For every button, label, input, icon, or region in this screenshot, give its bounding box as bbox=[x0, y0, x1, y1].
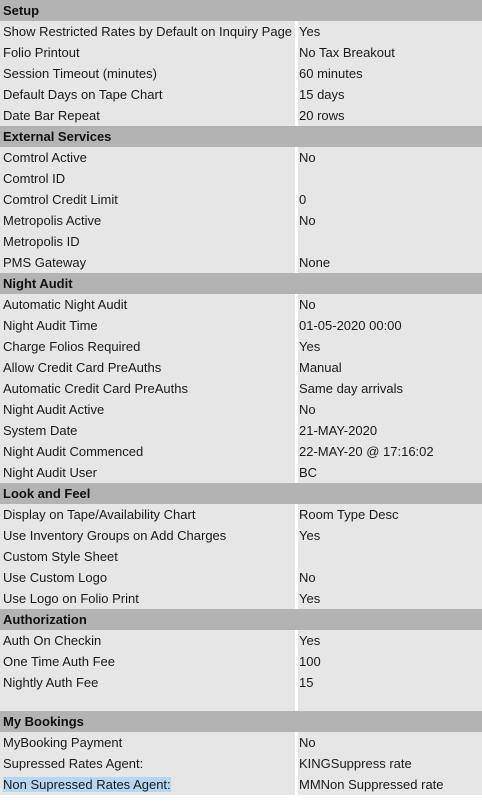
settings-row bbox=[0, 567, 482, 588]
setting-label-text: Supressed Rates Agent: bbox=[3, 756, 144, 771]
setting-value bbox=[298, 546, 482, 567]
setting-label bbox=[0, 462, 295, 483]
settings-row bbox=[0, 774, 482, 795]
settings-row bbox=[0, 630, 482, 651]
settings-row bbox=[0, 651, 482, 672]
settings-row bbox=[0, 105, 482, 126]
setting-label-text: Custom Style Sheet bbox=[3, 549, 118, 564]
section-header-look-and-feel: Look and Feel bbox=[0, 483, 482, 504]
settings-row bbox=[0, 294, 482, 315]
setting-value: 01-05-2020 00:00 bbox=[298, 315, 482, 336]
setting-value: No bbox=[298, 567, 482, 588]
settings-row bbox=[0, 189, 482, 210]
setting-value: KINGSuppress rate bbox=[298, 753, 482, 774]
setting-label bbox=[0, 588, 295, 609]
setting-label bbox=[0, 420, 295, 441]
settings-row bbox=[0, 231, 482, 252]
setting-value: 0 bbox=[298, 189, 482, 210]
settings-row bbox=[0, 672, 482, 693]
setting-label bbox=[0, 672, 295, 693]
spacer-cell bbox=[0, 693, 295, 711]
settings-row bbox=[0, 21, 482, 42]
setting-value: None bbox=[298, 252, 482, 273]
setting-value: 22-MAY-20 @ 17:16:02 bbox=[298, 441, 482, 462]
settings-row bbox=[0, 399, 482, 420]
settings-row bbox=[0, 462, 482, 483]
settings-row bbox=[0, 441, 482, 462]
setting-label-text: Display on Tape/Availability Chart bbox=[3, 507, 196, 522]
settings-row bbox=[0, 420, 482, 441]
setting-label bbox=[0, 567, 295, 588]
settings-row bbox=[0, 315, 482, 336]
setting-value: Yes bbox=[298, 21, 482, 42]
setting-label bbox=[0, 84, 295, 105]
setting-value: No bbox=[298, 399, 482, 420]
setting-label-text: Session Timeout (minutes) bbox=[3, 66, 157, 81]
setting-value: Yes bbox=[298, 630, 482, 651]
setting-label bbox=[0, 732, 295, 753]
setting-label bbox=[0, 753, 295, 774]
setting-label-text: Night Audit Time bbox=[3, 318, 98, 333]
setting-value: Room Type Desc bbox=[298, 504, 482, 525]
setting-label-text: Metropolis ID bbox=[3, 234, 80, 249]
settings-row bbox=[0, 168, 482, 189]
setting-label-text: Night Audit Commenced bbox=[3, 444, 144, 459]
setting-value bbox=[298, 231, 482, 252]
setting-label-text: Auth On Checkin bbox=[3, 633, 102, 648]
settings-row bbox=[0, 42, 482, 63]
setting-label bbox=[0, 315, 295, 336]
setting-value: 20 rows bbox=[298, 105, 482, 126]
settings-row bbox=[0, 147, 482, 168]
section-header-authorization: Authorization bbox=[0, 609, 482, 630]
section-header-setup: Setup bbox=[0, 0, 482, 21]
settings-row bbox=[0, 252, 482, 273]
setting-value: Yes bbox=[298, 336, 482, 357]
setting-label-text: Non Supressed Rates Agent: bbox=[3, 777, 171, 792]
setting-value: 100 bbox=[298, 651, 482, 672]
setting-value: 60 minutes bbox=[298, 63, 482, 84]
setting-label-text: Allow Credit Card PreAuths bbox=[3, 360, 162, 375]
setting-label bbox=[0, 630, 295, 651]
setting-label-text: Night Audit Active bbox=[3, 402, 105, 417]
setting-label bbox=[0, 357, 295, 378]
setting-value: No bbox=[298, 732, 482, 753]
setting-label-text: System Date bbox=[3, 423, 78, 438]
setting-label-text: Metropolis Active bbox=[3, 213, 102, 228]
bottom-padding bbox=[0, 795, 482, 803]
setting-value: 21-MAY-2020 bbox=[298, 420, 482, 441]
setting-value: Same day arrivals bbox=[298, 378, 482, 399]
setting-label bbox=[0, 336, 295, 357]
setting-label-text: Date Bar Repeat bbox=[3, 108, 100, 123]
setting-label-text: Night Audit User bbox=[3, 465, 97, 480]
setting-value: No bbox=[298, 294, 482, 315]
settings-row bbox=[0, 357, 482, 378]
setting-value: MMNon Suppressed rate bbox=[298, 774, 482, 795]
spacer-row bbox=[0, 693, 482, 711]
setting-label bbox=[0, 774, 295, 795]
settings-row bbox=[0, 504, 482, 525]
setting-label bbox=[0, 231, 295, 252]
setting-label bbox=[0, 441, 295, 462]
setting-label-text: Automatic Credit Card PreAuths bbox=[3, 381, 188, 396]
setting-label-text: Automatic Night Audit bbox=[3, 297, 128, 312]
settings-row bbox=[0, 525, 482, 546]
setting-label-text: Comtrol Active bbox=[3, 150, 87, 165]
setting-label bbox=[0, 42, 295, 63]
setting-label bbox=[0, 252, 295, 273]
setting-value: Manual bbox=[298, 357, 482, 378]
setting-label-text: Charge Folios Required bbox=[3, 339, 141, 354]
setting-label-text: Use Inventory Groups on Add Charges bbox=[3, 528, 227, 543]
setting-label bbox=[0, 546, 295, 567]
setting-label-text: Folio Printout bbox=[3, 45, 80, 60]
setting-label-text: Comtrol ID bbox=[3, 171, 66, 186]
settings-row bbox=[0, 210, 482, 231]
setting-label bbox=[0, 105, 295, 126]
setting-label bbox=[0, 63, 295, 84]
setting-value: 15 bbox=[298, 672, 482, 693]
setting-value: Yes bbox=[298, 525, 482, 546]
settings-row bbox=[0, 546, 482, 567]
setting-label bbox=[0, 168, 295, 189]
setting-value: No bbox=[298, 210, 482, 231]
section-header-night-audit: Night Audit bbox=[0, 273, 482, 294]
setting-label-text: Use Logo on Folio Print bbox=[3, 591, 139, 606]
setting-value: No bbox=[298, 147, 482, 168]
setting-label bbox=[0, 399, 295, 420]
setting-label-text: Default Days on Tape Chart bbox=[3, 87, 163, 102]
setting-label bbox=[0, 651, 295, 672]
setting-label bbox=[0, 504, 295, 525]
settings-row bbox=[0, 63, 482, 84]
setting-value: Yes bbox=[298, 588, 482, 609]
setting-label bbox=[0, 210, 295, 231]
setting-value bbox=[298, 168, 482, 189]
setting-label bbox=[0, 21, 295, 42]
section-header-my-bookings: My Bookings bbox=[0, 711, 482, 732]
setting-label bbox=[0, 525, 295, 546]
settings-row bbox=[0, 336, 482, 357]
setting-label bbox=[0, 378, 295, 399]
settings-row bbox=[0, 732, 482, 753]
setting-label-text: Show Restricted Rates by Default on Inquiry Page bbox=[3, 24, 293, 39]
setting-label bbox=[0, 294, 295, 315]
setting-label-text: PMS Gateway bbox=[3, 255, 87, 270]
settings-row bbox=[0, 588, 482, 609]
spacer-cell bbox=[298, 693, 482, 711]
settings-row bbox=[0, 378, 482, 399]
setting-value: No Tax Breakout bbox=[298, 42, 482, 63]
setting-value: 15 days bbox=[298, 84, 482, 105]
section-header-external-services: External Services bbox=[0, 126, 482, 147]
setting-label-text: One Time Auth Fee bbox=[3, 654, 116, 669]
setting-label bbox=[0, 147, 295, 168]
setting-label bbox=[0, 189, 295, 210]
setting-label-text: MyBooking Payment bbox=[3, 735, 123, 750]
setting-label-text: Comtrol Credit Limit bbox=[3, 192, 118, 207]
setting-label-text: Nightly Auth Fee bbox=[3, 675, 99, 690]
setting-label-text: Use Custom Logo bbox=[3, 570, 108, 585]
setting-value: BC bbox=[298, 462, 482, 483]
settings-row bbox=[0, 84, 482, 105]
settings-row bbox=[0, 753, 482, 774]
